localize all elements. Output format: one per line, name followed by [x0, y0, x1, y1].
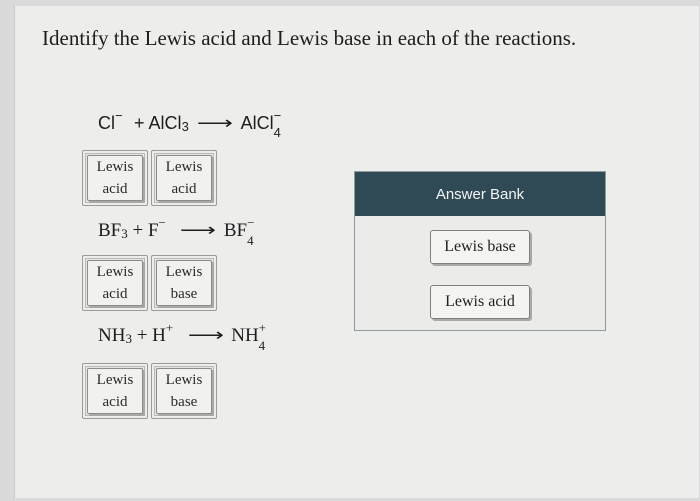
answer-chip[interactable]: Lewis acid: [87, 368, 143, 414]
answer-chip[interactable]: Lewis acid: [87, 260, 143, 306]
reaction-3-equation: $NH_3 + H$ + ⟶ NH + 4: [98, 320, 267, 353]
answer-bank-item-lewis-base[interactable]: Lewis base: [430, 230, 530, 264]
answer-bank-title: Answer Bank: [355, 172, 605, 216]
reaction-1-slots: [82, 150, 217, 206]
reaction-2-slots: [82, 255, 217, 311]
reaction-1-base-slot[interactable]: [151, 150, 217, 206]
reaction-3-base-slot[interactable]: [151, 363, 217, 419]
reaction-3-slots: [82, 363, 217, 419]
reaction-2-equation: $BF_3 + F$ − ⟶ BF − 4: [98, 215, 255, 248]
reaction-1-equation: Cl − + AlCl$_3$ ⟶ AlCl − 4: [98, 108, 282, 140]
answer-bank: [354, 171, 606, 331]
reaction-3-acid-slot[interactable]: [82, 363, 148, 419]
reaction-1-acid-slot[interactable]: [82, 150, 148, 206]
reaction-2-base-slot[interactable]: [151, 255, 217, 311]
question-text: Identify the Lewis acid and Lewis base in each of the reactions.: [42, 26, 577, 50]
answer-chip[interactable]: Lewis base: [156, 368, 212, 414]
answer-bank-item-lewis-acid[interactable]: Lewis acid: [430, 285, 530, 319]
answer-chip[interactable]: Lewis acid: [87, 155, 143, 201]
answer-chip[interactable]: Lewis acid: [156, 155, 212, 201]
reaction-2-acid-slot[interactable]: [82, 255, 148, 311]
answer-chip[interactable]: Lewis base: [156, 260, 212, 306]
